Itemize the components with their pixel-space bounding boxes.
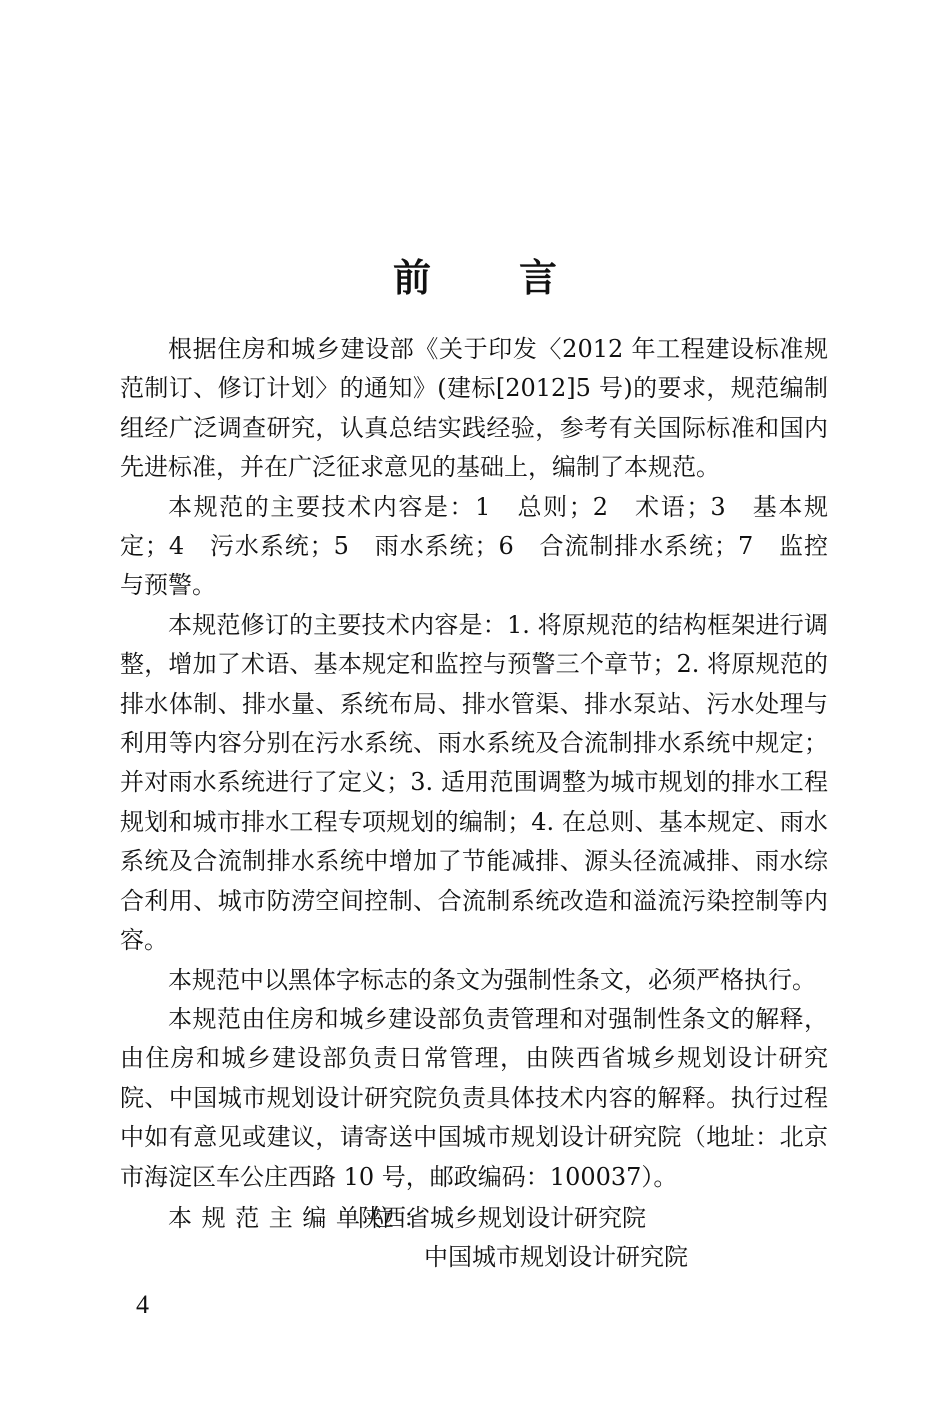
- page-title: 前言: [392, 256, 645, 301]
- chief-editor-row-2: [120, 1238, 828, 1277]
- paragraph-main-content: 本规范的主要技术内容是：1 总则；2 术语；3 基本规定；4 污水系统；5 雨水系统；6 合流制排水系统；7 监控与预警。: [120, 492, 828, 600]
- paragraph-mandatory-provisions: 本规范中以黑体字标志的条文为强制性条文，必须严格执行。: [168, 965, 816, 994]
- chief-editor-label: 本规范主编单位：: [168, 1203, 437, 1232]
- paragraph-management: 本规范由住房和城乡建设部负责管理和对强制性条文的解释，由住房和城乡建设部负责日常管理，由陕西省城乡规划设计研究院、中国城市规划设计研究院负责具体技术内容的解释。执行过程中如有意见或建议，请寄送中国城市规划设计研究院（地址：北京市海淀区车公庄西路 10 号，邮政编码：100037）。: [120, 1004, 828, 1191]
- chief-editor-block: [120, 1199, 828, 1278]
- chief-editor-unit-2: 中国城市规划设计研究院: [424, 1243, 688, 1272]
- chief-editor-unit-1: 陕西省城乡规划设计研究院: [358, 1203, 646, 1232]
- chief-editor-row-1: [120, 1199, 828, 1238]
- preface-body: [120, 330, 828, 1278]
- page-number: 4: [136, 1290, 149, 1319]
- paragraph-revision-content: 本规范修订的主要技术内容是：1. 将原规范的结构框架进行调整，增加了术语、基本规定和监控与预警三个章节；2. 将原规范的排水体制、排水量、系统布局、排水管渠、排水泵站、污水处理与利用等内容分别在污水系统、雨水系统及合流制排水系统中规定；并对雨水系统进行了定义；3. 适用范围调整为城市规划的排水工程规划和城市排水工程专项规划的编制；4. 在总则、基本规定、雨水系统及合流制排水系统中增加了节能减排、源头径流减排、雨水综合利用、城市防涝空间控制、合流制系统改造和溢流污染控制等内容。: [120, 610, 828, 955]
- paragraph-basis: 根据住房和城乡建设部《关于印发〈2012 年工程建设标准规范制订、修订计划〉的通知》(建标[2012]5 号)的要求，规范编制组经广泛调查研究，认真总结实践经验，参考有关国际标准和国内先进标准，并在广泛征求意见的基础上，编制了本规范。: [120, 335, 828, 482]
